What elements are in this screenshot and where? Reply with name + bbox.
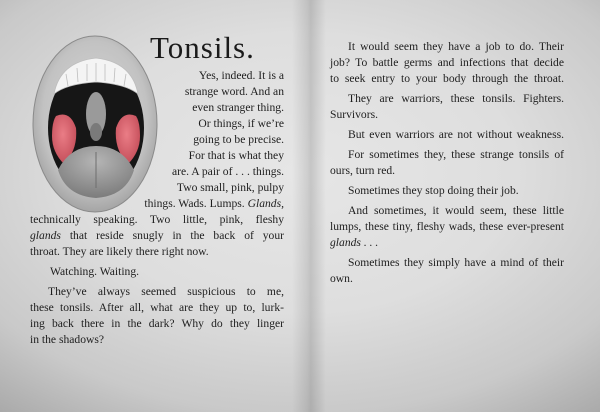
left-line-14: They’ve always seemed suspicious to me, — [48, 285, 284, 298]
right-line-14: own. — [330, 272, 353, 285]
right-line-12: glands . . . — [330, 236, 379, 249]
right-line-3: to seek entry to your body through the throat. — [330, 72, 564, 85]
right-line-10: And sometimes, it would seem, these little — [348, 204, 564, 217]
left-line-10: technically speaking. Two little, pink, fleshy — [30, 213, 284, 226]
left-line-15: these tonsils. After all, what are they up to, lurk- — [30, 301, 284, 314]
left-line-7: are. A pair of . . . things. — [171, 165, 284, 178]
right-line-5: Survivors. — [330, 108, 378, 121]
left-line-16: ing back there in the dark? Why do they linger — [30, 317, 284, 330]
right-line-6: But even warriors are not without weakness. — [348, 128, 564, 141]
right-line-7: For sometimes they, these strange tonsils of — [348, 148, 564, 161]
right-line-2: job? To battle germs and infections that decide — [330, 56, 564, 69]
right-line-11: lumps, these tiny, fleshy wads, these ever-present — [330, 220, 564, 233]
left-line-9: things. Wads. Lumps. Glands, — [144, 197, 284, 210]
right-line-8: ours, turn red. — [330, 164, 396, 177]
right-line-13: Sometimes they simply have a mind of their — [348, 256, 564, 269]
left-line-2: strange word. And an — [184, 85, 284, 98]
left-line-8: Two small, pink, pulpy — [176, 181, 284, 194]
left-line-13: Watching. Waiting. — [50, 265, 140, 278]
left-line-11: glands that reside snugly in the back of your — [30, 229, 284, 242]
left-line-17: in the shadows? — [30, 333, 105, 346]
left-line-1: Yes, indeed. It is a — [198, 69, 284, 82]
book-gutter — [292, 0, 326, 412]
right-line-1: It would seem they have a job to do. Their — [348, 40, 564, 53]
left-line-12: throat. They are likely there right now. — [30, 245, 209, 258]
left-line-5: going to be precise. — [193, 133, 284, 146]
right-line-9: Sometimes they stop doing their job. — [348, 184, 519, 197]
right-line-4: They are warriors, these tonsils. Fighters. — [348, 92, 564, 105]
page-title: Tonsils. — [150, 30, 255, 65]
left-line-4: Or things, if we’re — [198, 117, 284, 130]
left-line-6: For that is what they — [188, 149, 284, 162]
left-line-3: even stranger thing. — [192, 101, 284, 114]
